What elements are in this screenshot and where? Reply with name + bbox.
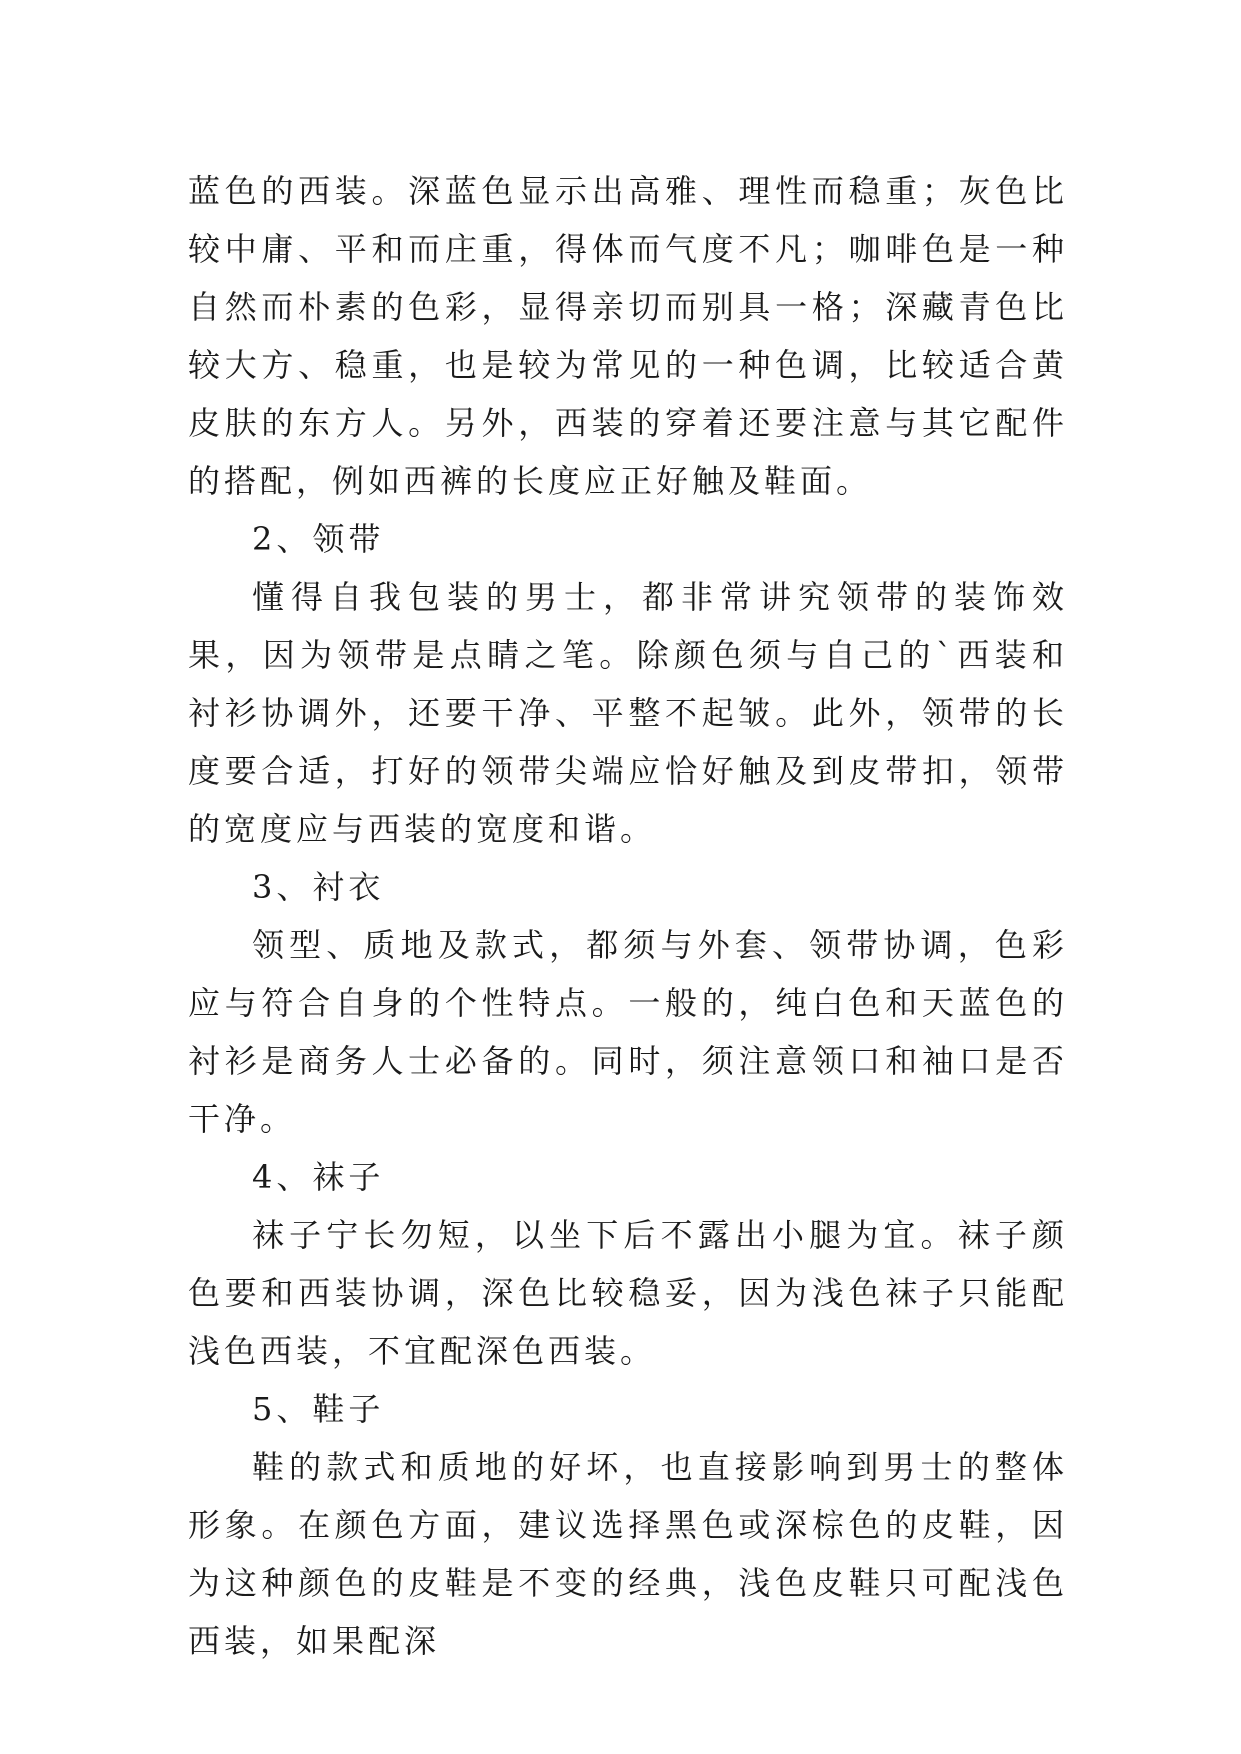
paragraph-shirt: 领型、质地及款式，都须与外套、领带协调，色彩应与符合自身的个性特点。一般的，纯白色和天蓝色的衬衫是商务人士必备的。同时，须注意领口和袖口是否干净。 xyxy=(188,926,1068,1138)
heading-shirt: 3、衬衣 xyxy=(252,868,385,906)
paragraph-socks: 袜子宁长勿短，以坐下后不露出小腿为宜。袜子颜色要和西装协调，深色比较稳妥，因为浅色袜子只能配浅色西装，不宜配深色西装。 xyxy=(188,1216,1068,1370)
heading-socks: 4、袜子 xyxy=(252,1158,385,1196)
paragraph-tie: 懂得自我包装的男士，都非常讲究领带的装饰效果，因为领带是点睛之笔。除颜色须与自己的`西装和衬衫协调外，还要干净、平整不起皱。此外，领带的长度要合适，打好的领带尖端应恰好触及到皮带扣，领带的宽度应与西装的宽度和谐。 xyxy=(188,578,1068,848)
paragraph-shoes: 鞋的款式和质地的好坏，也直接影响到男士的整体形象。在颜色方面，建议选择黑色或深棕色的皮鞋，因为这种颜色的皮鞋是不变的经典，浅色皮鞋只可配浅色西装，如果配深 xyxy=(188,1448,1068,1660)
paragraph-suit-colors: 蓝色的西装。深蓝色显示出高雅、理性而稳重；灰色比较中庸、平和而庄重，得体而气度不凡；咖啡色是一种自然而朴素的色彩，显得亲切而别具一格；深藏青色比较大方、稳重，也是较为常见的一种色调，比较适合黄皮肤的东方人。另外，西装的穿着还要注意与其它配件的搭配，例如西裤的长度应正好触及鞋面。 xyxy=(188,172,1068,500)
heading-shoes: 5、鞋子 xyxy=(252,1390,385,1428)
document-body xyxy=(188,162,1068,1670)
heading-tie: 2、领带 xyxy=(252,520,385,558)
